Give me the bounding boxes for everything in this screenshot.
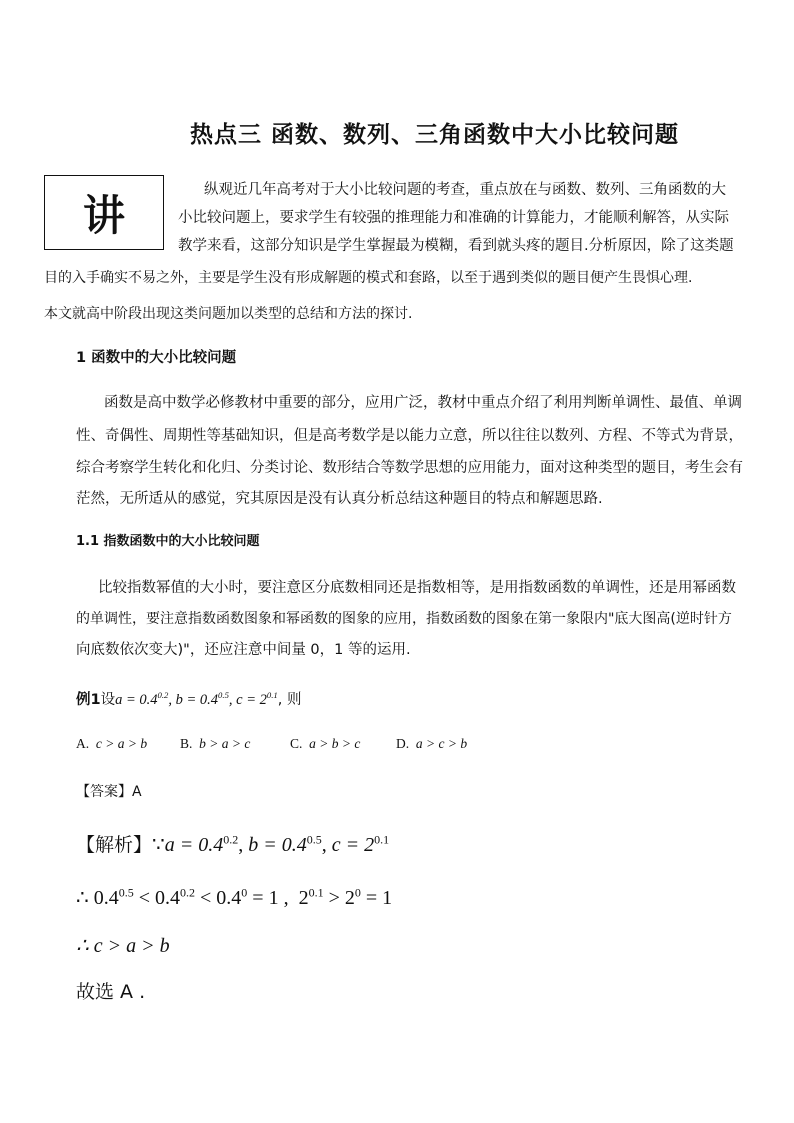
analysis-line-4: 故选 A . (76, 981, 146, 1003)
intro-line-4: 目的入手确实不易之外，主要是学生没有形成解题的模式和套路，以至于遇到类似的题目便产生畏惧心理. (44, 270, 693, 286)
option-d: D. a > c > b (396, 736, 468, 751)
intro-line-2: 小比较问题上，要求学生有较强的推理能力和准确的计算能力，才能顺利解答，从实际 (178, 210, 729, 226)
option-b: B. b > a > c (180, 736, 251, 751)
section-box-label (44, 175, 164, 250)
subsection-line-2: 的单调性，要注意指数函数图象和幂函数的图象的应用，指数函数的图象在第一象限内"底大图高(逆时针方 (76, 611, 732, 627)
example-label: 例1 (76, 692, 101, 708)
example-1: 例1设$a = 0.4^{0.2}$, $b = 0.4^{0.5}$, $c = 2^{0.1}$, 则 (76, 690, 302, 708)
section1-line-2: 性、奇偶性、周期性等基础知识，但是高考数学是以能力立意，所以往往以数列、方程、不等式为背景， (76, 428, 743, 444)
subsection-line-1: 比较指数幂值的大小时，要注意区分底数相同还是指数相等，是用指数函数的单调性，还是用幂函数 (98, 580, 736, 596)
section-heading-1: 1 函数中的大小比较问题 (76, 350, 237, 366)
analysis-label: 【解析】 (76, 834, 153, 856)
analysis-line-2: ∴ $0.4^{0.5} < 0.4^{0.2} < 0.4^0 = 1$ , $2^{0.1} > 2^0 = 1$ (76, 885, 393, 909)
intro-line-1: 纵观近几年高考对于大小比较问题的考查，重点放在与函数、数列、三角函数的大 (204, 182, 726, 198)
analysis-line-1: 【解析】∵a = $0.4^{0.2}$, $b = 0.4^{0.5}$, $c = 2^{0.1}$ (76, 832, 390, 856)
option-c: C. a > b > c (290, 736, 361, 751)
section1-line-1: 函数是高中数学必修教材中重要的部分，应用广泛，教材中重点介绍了利用判断单调性、最值、单调 (104, 395, 742, 411)
analysis-line-3: ∴ c > a > b (76, 935, 170, 957)
section1-line-3: 综合考察学生转化和化归、分类讨论、数形结合等数学思想的应用能力，面对这种类型的题目，考生会有 (76, 460, 743, 476)
box-character: 讲 (82, 190, 125, 240)
subsection-heading: 1.1 指数函数中的大小比较问题 (76, 534, 260, 549)
page-title: 热点三 函数、数列、三角函数中大小比较问题 (190, 121, 680, 148)
intro-line-5: 本文就高中阶段出现这类问题加以类型的总结和方法的探讨. (44, 306, 413, 322)
intro-line-3: 教学来看，这部分知识是学生掌握最为模糊，看到就头疼的题目.分析原因，除了这类题 (178, 238, 734, 254)
subsection-line-3: 向底数依次变大)"，还应注意中间量 0，1 等的运用. (76, 642, 411, 658)
section1-line-4: 茫然，无所适从的感觉，究其原因是没有认真分析总结这种题目的特点和解题思路. (76, 491, 603, 507)
option-a: A. c > a > b (76, 736, 148, 751)
answer: 【答案】A (76, 784, 142, 800)
